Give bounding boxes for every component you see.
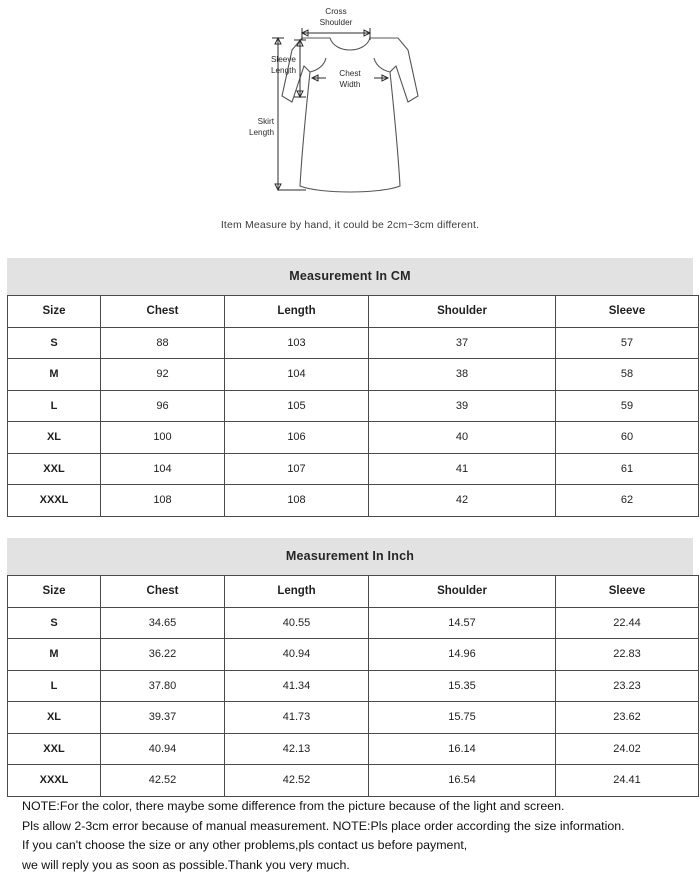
cell-shoulder: 41 bbox=[369, 453, 556, 485]
inch-size-table bbox=[7, 575, 699, 797]
cell-sleeve: 24.41 bbox=[556, 765, 699, 797]
cell-shoulder: 14.57 bbox=[369, 607, 556, 639]
dress-silhouette-icon bbox=[282, 38, 418, 192]
cell-chest: 34.65 bbox=[101, 607, 225, 639]
table-row bbox=[8, 670, 699, 702]
table-header-row bbox=[8, 576, 699, 608]
chest-width-dimension bbox=[312, 69, 388, 89]
cell-chest: 88 bbox=[101, 327, 225, 359]
column-header-length: Length bbox=[225, 576, 369, 608]
cell-size: XXL bbox=[8, 453, 101, 485]
table-row bbox=[8, 639, 699, 671]
table-row bbox=[8, 422, 699, 454]
cell-sleeve: 24.02 bbox=[556, 733, 699, 765]
note-line-3: If you can't choose the size or any other problems,pls contact us before payment, bbox=[22, 836, 692, 856]
table-row bbox=[8, 607, 699, 639]
cell-size: XL bbox=[8, 422, 101, 454]
column-header-size: Size bbox=[8, 576, 101, 608]
cell-shoulder: 14.96 bbox=[369, 639, 556, 671]
cell-length: 41.34 bbox=[225, 670, 369, 702]
table-row bbox=[8, 390, 699, 422]
table-row bbox=[8, 453, 699, 485]
cell-shoulder: 38 bbox=[369, 359, 556, 391]
cell-length: 104 bbox=[225, 359, 369, 391]
column-header-size: Size bbox=[8, 296, 101, 328]
cell-sleeve: 62 bbox=[556, 485, 699, 517]
cm-size-table bbox=[7, 295, 699, 517]
cell-length: 108 bbox=[225, 485, 369, 517]
cell-chest: 96 bbox=[101, 390, 225, 422]
cell-length: 106 bbox=[225, 422, 369, 454]
cell-shoulder: 40 bbox=[369, 422, 556, 454]
table-row bbox=[8, 359, 699, 391]
cell-shoulder: 16.54 bbox=[369, 765, 556, 797]
note-line-4: we will reply you as soon as possible.Thank you very much. bbox=[22, 856, 692, 875]
cell-chest: 100 bbox=[101, 422, 225, 454]
cell-chest: 37.80 bbox=[101, 670, 225, 702]
table-header-row bbox=[8, 296, 699, 328]
table-row bbox=[8, 733, 699, 765]
cell-length: 105 bbox=[225, 390, 369, 422]
sleeve-length-label-line2: Length bbox=[271, 66, 296, 75]
sleeve-length-dimension bbox=[271, 40, 306, 97]
cell-length: 40.94 bbox=[225, 639, 369, 671]
cell-chest: 108 bbox=[101, 485, 225, 517]
cm-table-banner: Measurement In CM bbox=[7, 258, 693, 295]
cell-sleeve: 59 bbox=[556, 390, 699, 422]
sleeve-length-label-line1: Sleeve bbox=[271, 55, 296, 64]
column-header-shoulder: Shoulder bbox=[369, 296, 556, 328]
table-row bbox=[8, 702, 699, 734]
inch-table-banner: Measurement In Inch bbox=[7, 538, 693, 575]
notes-block bbox=[22, 797, 692, 875]
cell-size: XXL bbox=[8, 733, 101, 765]
table-row bbox=[8, 485, 699, 517]
column-header-length: Length bbox=[225, 296, 369, 328]
cell-chest: 92 bbox=[101, 359, 225, 391]
skirt-length-label-line2: Length bbox=[249, 128, 274, 137]
cell-shoulder: 16.14 bbox=[369, 733, 556, 765]
column-header-chest: Chest bbox=[101, 576, 225, 608]
cell-sleeve: 60 bbox=[556, 422, 699, 454]
cell-size: XL bbox=[8, 702, 101, 734]
table-row bbox=[8, 327, 699, 359]
cell-size: L bbox=[8, 670, 101, 702]
table-row bbox=[8, 765, 699, 797]
cell-length: 42.52 bbox=[225, 765, 369, 797]
cell-chest: 40.94 bbox=[101, 733, 225, 765]
cell-size: L bbox=[8, 390, 101, 422]
cell-chest: 104 bbox=[101, 453, 225, 485]
chest-width-label-line1: Chest bbox=[339, 69, 361, 78]
cell-sleeve: 23.62 bbox=[556, 702, 699, 734]
cell-shoulder: 42 bbox=[369, 485, 556, 517]
skirt-length-label-line1: Skirt bbox=[258, 117, 275, 126]
cell-sleeve: 22.44 bbox=[556, 607, 699, 639]
cell-chest: 36.22 bbox=[101, 639, 225, 671]
cell-sleeve: 23.23 bbox=[556, 670, 699, 702]
cell-shoulder: 39 bbox=[369, 390, 556, 422]
garment-diagram-section bbox=[0, 0, 700, 248]
cell-sleeve: 22.83 bbox=[556, 639, 699, 671]
cross-shoulder-label-line2: Shoulder bbox=[320, 18, 353, 27]
cell-shoulder: 15.35 bbox=[369, 670, 556, 702]
cell-size: S bbox=[8, 327, 101, 359]
cell-length: 40.55 bbox=[225, 607, 369, 639]
measurement-inch-table-block bbox=[7, 538, 693, 797]
cell-sleeve: 58 bbox=[556, 359, 699, 391]
cross-shoulder-label-line1: Cross bbox=[325, 7, 346, 16]
cell-sleeve: 57 bbox=[556, 327, 699, 359]
cell-size: XXXL bbox=[8, 765, 101, 797]
measurement-cm-table-block bbox=[7, 258, 693, 517]
column-header-sleeve: Sleeve bbox=[556, 576, 699, 608]
cell-length: 103 bbox=[225, 327, 369, 359]
cross-shoulder-dimension bbox=[302, 7, 370, 40]
cell-size: M bbox=[8, 359, 101, 391]
dress-measurement-diagram bbox=[240, 0, 460, 215]
column-header-sleeve: Sleeve bbox=[556, 296, 699, 328]
cell-chest: 42.52 bbox=[101, 765, 225, 797]
cell-length: 42.13 bbox=[225, 733, 369, 765]
cell-chest: 39.37 bbox=[101, 702, 225, 734]
column-header-chest: Chest bbox=[101, 296, 225, 328]
cell-length: 107 bbox=[225, 453, 369, 485]
note-line-2: Pls allow 2-3cm error because of manual measurement. NOTE:Pls place order according the size information. bbox=[22, 817, 692, 837]
cell-sleeve: 61 bbox=[556, 453, 699, 485]
cell-shoulder: 15.75 bbox=[369, 702, 556, 734]
cell-size: M bbox=[8, 639, 101, 671]
cell-length: 41.73 bbox=[225, 702, 369, 734]
cell-shoulder: 37 bbox=[369, 327, 556, 359]
note-line-1: NOTE:For the color, there maybe some difference from the picture because of the light and screen. bbox=[22, 797, 692, 817]
chest-width-label-line2: Width bbox=[340, 80, 361, 89]
cell-size: S bbox=[8, 607, 101, 639]
measurement-disclaimer-caption: Item Measure by hand, it could be 2cm~3cm different. bbox=[0, 219, 700, 231]
column-header-shoulder: Shoulder bbox=[369, 576, 556, 608]
cell-size: XXXL bbox=[8, 485, 101, 517]
